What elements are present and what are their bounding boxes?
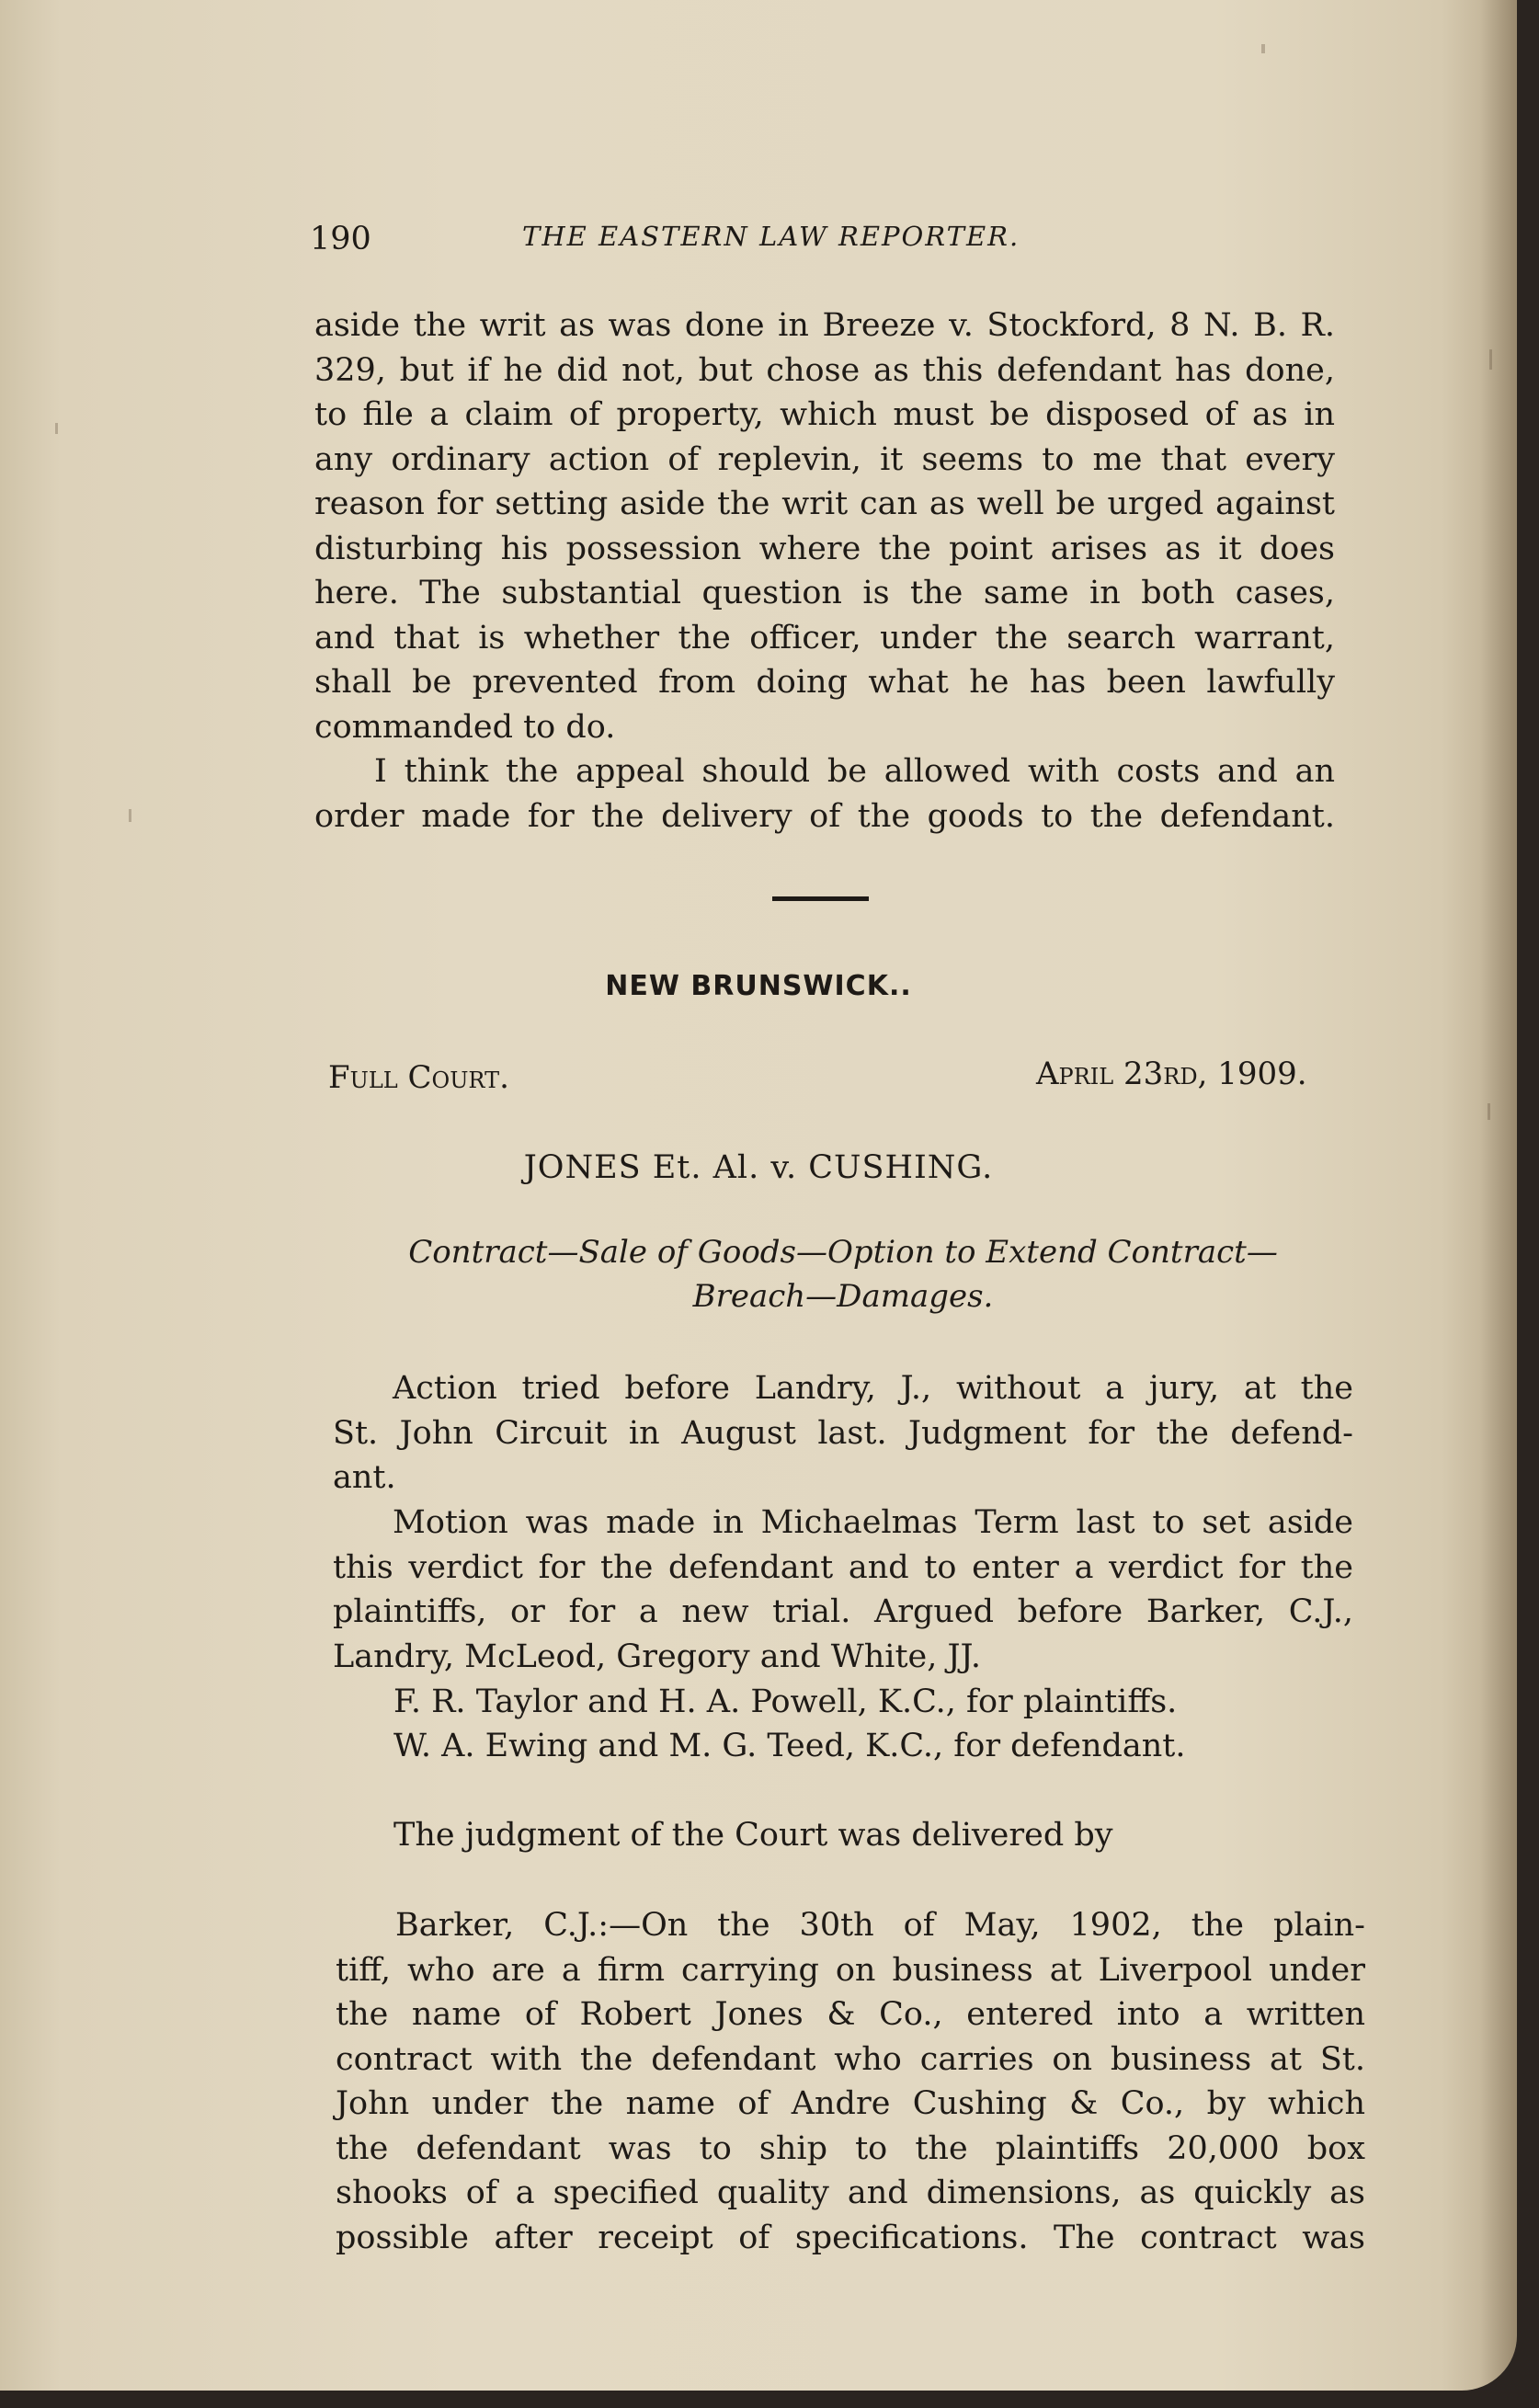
court-name: Full Court. [328,1059,509,1096]
text-line: to file a claim of property, which must be disposed of as in [314,396,1335,433]
headnote-line: Breach—Damages. [692,1278,994,1315]
text-line: the defendant was to ship to the plaintiffs 20,000 box [336,2129,1365,2167]
section-divider [772,896,869,901]
text-line: Barker, C.J.:—On the 30th of May, 1902, the plain- [395,1907,1365,1944]
paper-speck [1489,349,1492,370]
delivered-by: The judgment of the Court was delivered by [393,1817,1113,1854]
headnote-line: Contract—Sale of Goods—Option to Extend Contract— [408,1234,1278,1271]
running-title: THE EASTERN LAW REPORTER. [522,221,1020,252]
decision-date: April 23rd, 1909. [1036,1056,1307,1092]
conclusion-paragraph [314,749,1335,839]
plaintiff-counsel: F. R. Taylor and H. A. Powell, K.C., for plaintiffs. [393,1683,1178,1720]
text-line: the name of Robert Jones & Co., entered into a written [336,1996,1365,2033]
text-line: St. John Circuit in August last. Judgment for the defend- [333,1414,1353,1452]
text-line: I think the appeal should be allowed with costs and an [374,753,1335,790]
paper-speck [1488,1103,1490,1120]
text-line: commanded to do. [314,708,616,746]
text-line: ant. [333,1459,396,1496]
defendant-counsel: W. A. Ewing and M. G. Teed, K.C., for defendant. [393,1728,1186,1764]
action-paragraph [333,1366,1353,1501]
paper-speck [129,809,131,822]
text-line: possible after receipt of specifications. The contract was [336,2219,1365,2256]
motion-paragraph [333,1501,1353,1679]
case-title: JONES Et. Al. v. CUSHING. [523,1149,994,1186]
text-line: order made for the delivery of the goods to the defendant. [314,797,1335,835]
headnote [333,1230,1353,1318]
text-line: Motion was made in Michaelmas Term last to set aside [393,1504,1353,1541]
text-line: reason for setting aside the writ can as well be urged against [314,485,1335,522]
text-line: disturbing his possession where the point arises as it does [314,530,1335,567]
text-line: 329, but if he did not, but chose as this defendant has done, [314,351,1335,389]
judgment-paragraph [336,1903,1365,2260]
text-line: Landry, McLeod, Gregory and White, JJ. [333,1638,981,1675]
paper-speck [1261,44,1265,53]
text-line: and that is whether the officer, under the search warrant, [314,619,1335,656]
page-number: 190 [310,221,371,257]
text-line: here. The substantial question is the same in both cases, [314,575,1335,611]
text-line: contract with the defendant who carries on business at St. [336,2040,1365,2078]
text-line: shooks of a specified quality and dimensions, as quickly as [336,2174,1365,2211]
continued-paragraph [314,303,1335,749]
text-line: aside the writ as was done in Breeze v. Stockford, 8 N. B. R. [314,307,1335,344]
paper-speck [55,423,58,434]
text-line: shall be prevented from doing what he has been lawfully [314,664,1335,701]
text-line: any ordinary action of replevin, it seems to me that every [314,440,1335,478]
text-line: plaintiffs, or for a new trial. Argued before Barker, C.J., [333,1593,1353,1630]
text-line: Action tried before Landry, J., without a jury, at the [393,1370,1353,1407]
text-line: John under the name of Andre Cushing & Co., by which [336,2085,1365,2122]
section-heading: NEW BRUNSWICK.. [605,970,912,1002]
text-line: tiff, who are a firm carrying on business at Liverpool under [336,1951,1365,1989]
text-line: this verdict for the defendant and to enter a verdict for the [333,1548,1353,1586]
